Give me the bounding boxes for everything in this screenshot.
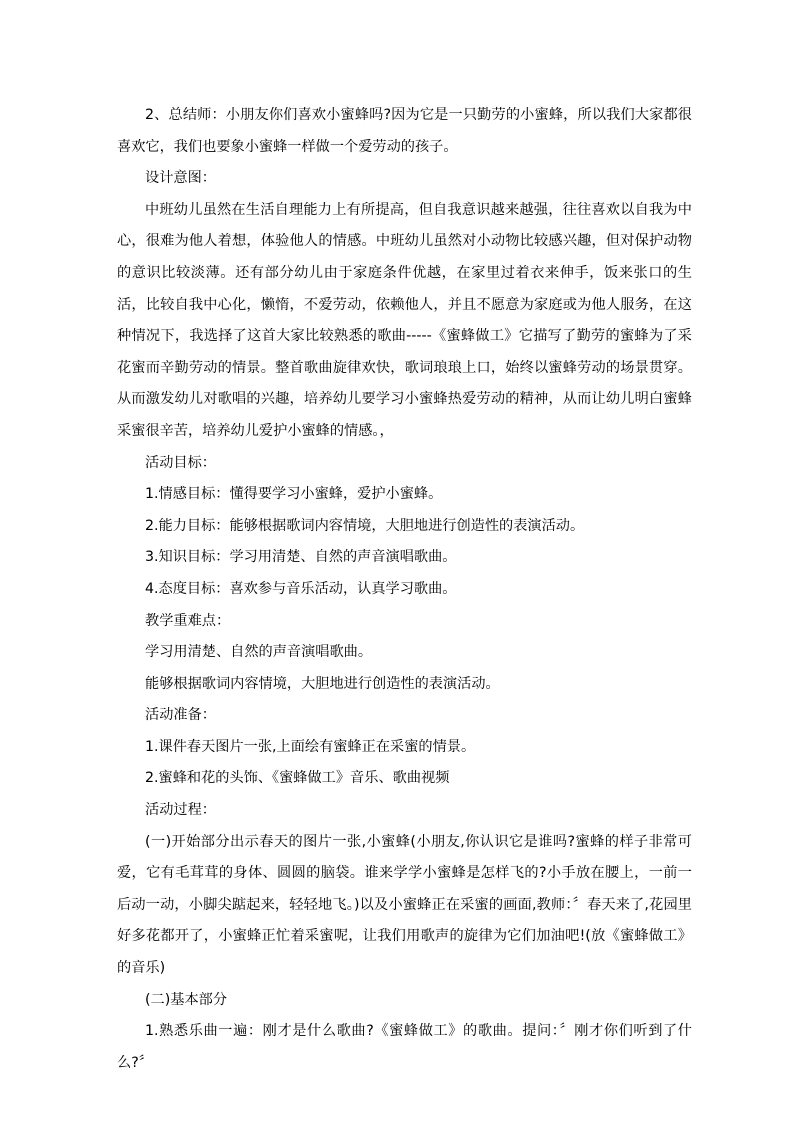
preparation-heading: 活动准备： (145, 707, 216, 724)
goal-emotion: 1.情感目标：懂得要学习小蜜蜂，爱护小蜜蜂。 (145, 486, 443, 503)
process-heading: 活动过程： (145, 802, 216, 819)
key-points-heading: 教学重难点： (145, 612, 231, 629)
goal-knowledge: 3.知识目标：学习用清楚、自然的声音演唱歌曲。 (145, 549, 457, 566)
key-point-1: 学习用清楚、自然的声音演唱歌曲。 (145, 644, 373, 661)
preparation-item-1: 1.课件春天图片一张,上面绘有蜜蜂正在采蜜的情景。 (145, 738, 476, 755)
design-intent-heading: 设计意图： (145, 170, 216, 187)
document-body (117, 100, 692, 1079)
goal-ability: 2.能力目标：能够根据歌词内容情境，大胆地进行创造性的表演活动。 (145, 517, 585, 534)
design-intent-paragraph: 中班幼儿虽然在生活自理能力上有所提高，但自我意识越来越强，往往喜欢以自我为中心，很难为他人着想，体验他人的情感。中班幼儿虽然对小动物比较感兴趣，但对保护动物的意识比较淡薄。还有部分幼儿由于家庭条件优越，在家里过着衣来伸手，饭来张口的生活，比较自我中心化，懒惰，不爱劳动，依赖他人，并且不愿意为家庭或为他人服务，在这种情况下，我选择了这首大家比较熟悉的歌曲-----《蜜蜂做工》它描写了勤劳的蜜蜂为了采花蜜而辛勤劳动的情景。整首歌曲旋律欢快，歌词琅琅上口，始终以蜜蜂劳动的场景贯穿。从而激发幼儿对歌唱的兴趣，培养幼儿要学习小蜜蜂热爱劳动的精神，从而让幼儿明白蜜蜂采蜜很辛苦，培养幼儿爱护小蜜蜂的情感。， (117, 201, 692, 439)
key-point-2: 能够根据歌词内容情境，大胆地进行创造性的表演活动。 (145, 675, 500, 692)
summary-paragraph: 2、总结师：小朋友你们喜欢小蜜蜂吗?因为它是一只勤劳的小蜜蜂，所以我们大家都很喜欢它，我们也要象小蜜蜂一样做一个爱劳动的孩子。 (117, 107, 692, 155)
activity-goals-heading: 活动目标： (145, 454, 216, 471)
process-opening-paragraph: (一)开始部分出示春天的图片一张,小蜜蜂(小朋友,你认识它是谁吗?蜜蜂的样子非常可爱，它有毛茸茸的身体、圆圆的脑袋。谁来学学小蜜蜂是怎样飞的?小手放在腰上，一前一后动一动，小脚尖踮起来，轻轻地飞。)以及小蜜蜂正在采蜜的画面,教师：〞春天来了,花园里好多花都开了，小蜜蜂正忙着采蜜呢，让我们用歌声的旋律为它们加油吧!(放《蜜蜂做工》的音乐) (117, 833, 692, 977)
process-step-1: 1.熟悉乐曲一遍：刚才是什么歌曲?《蜜蜂做工》的歌曲。提问：〞刚才你们听到了什么?〞 (117, 1023, 692, 1071)
process-basic-heading: (二)基本部分 (145, 991, 228, 1008)
preparation-item-2: 2.蜜蜂和花的头饰、《蜜蜂做工》音乐、歌曲视频 (145, 770, 450, 787)
goal-attitude: 4.态度目标：喜欢参与音乐活动，认真学习歌曲。 (145, 580, 457, 597)
